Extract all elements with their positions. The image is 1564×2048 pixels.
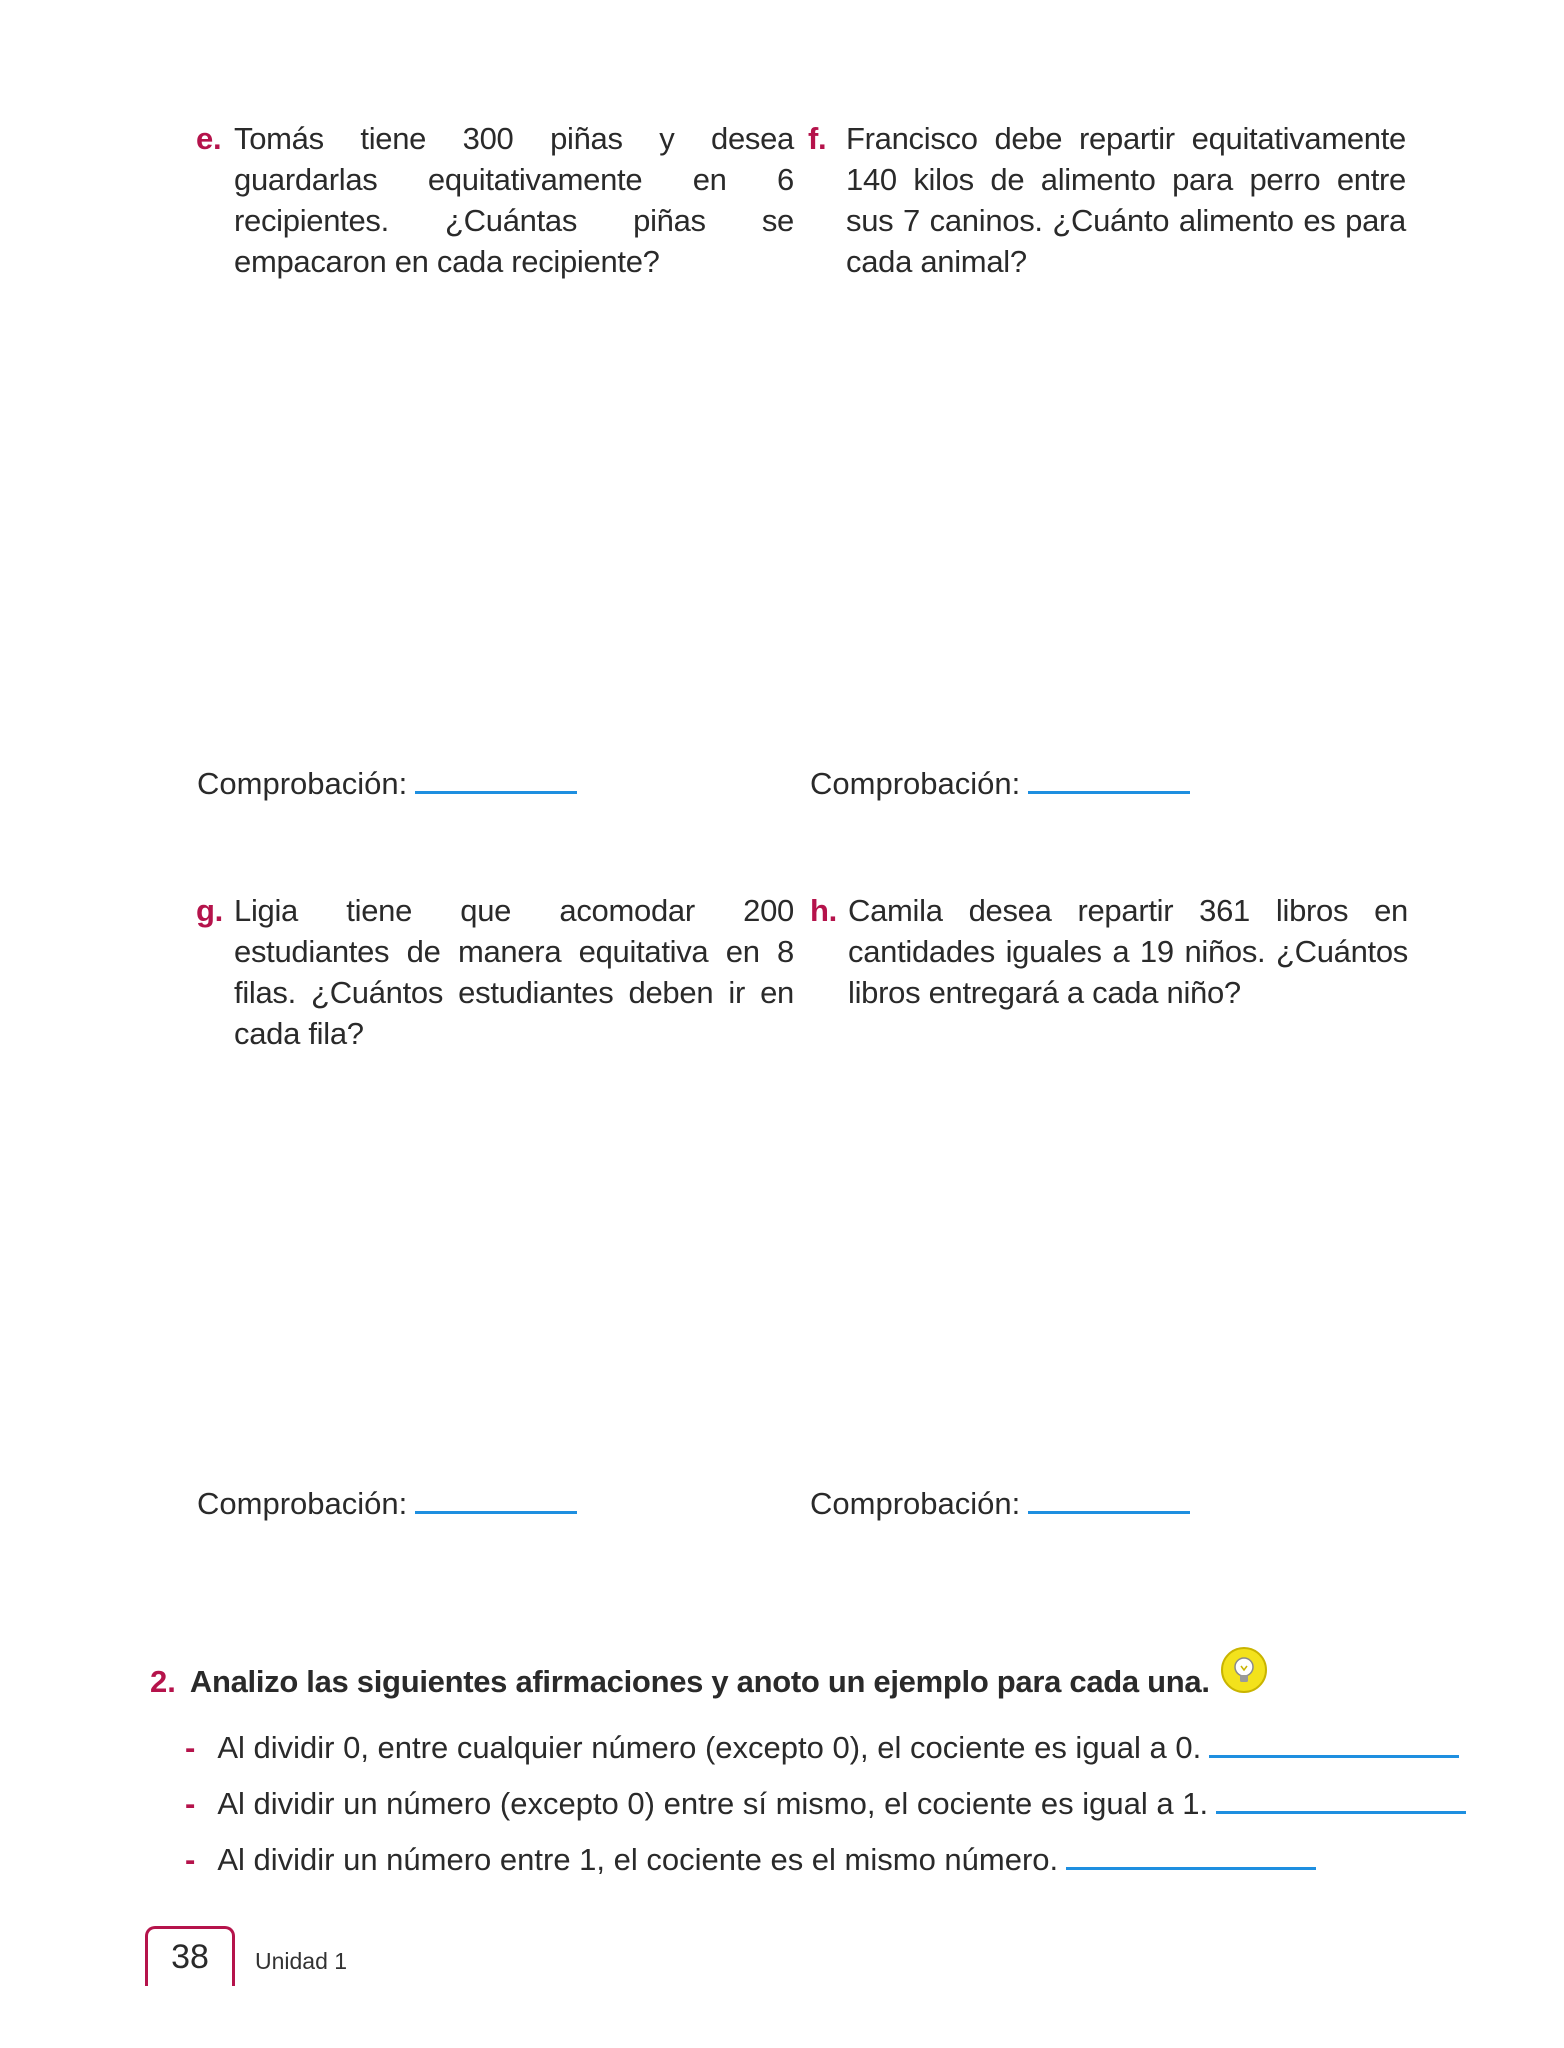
problem-text: Ligia tiene que acomodar 200 estudiantes de manera equitativa en 8 filas. ¿Cuántos estudiantes deben ir en cada fila? [234,893,794,1051]
check-e [197,766,577,802]
problem-letter: h. [810,893,837,928]
answer-line[interactable] [1066,1867,1316,1870]
answer-line[interactable] [1028,1511,1190,1514]
statement-text: Al dividir un número entre 1, el cociente es el mismo número. [217,1842,1059,1877]
check-g [197,1486,577,1522]
lightbulb-icon [1220,1646,1268,1694]
section-title: Analizo las siguientes afirmaciones y anoto un ejemplo para cada una. [189,1664,1210,1699]
answer-line[interactable] [1216,1811,1466,1814]
problem-letter: g. [196,893,223,928]
bullet-dash: - [185,1786,196,1821]
problem-g [196,890,794,1054]
page-number-box [145,1926,235,1986]
section-number: 2. [150,1664,176,1699]
page-number: 38 [171,1938,209,1976]
statement-text: Al dividir un número (excepto 0) entre sí mismo, el cociente es igual a 1. [217,1786,1209,1821]
answer-line[interactable] [1028,791,1190,794]
check-label: Comprobación: [197,766,408,801]
check-label: Comprobación: [197,1486,408,1521]
answer-line[interactable] [415,791,577,794]
unit-label: Unidad 1 [255,1948,348,1974]
problem-letter: e. [196,121,222,156]
problem-text: Francisco debe repartir equitativamente 140 kilos de alimento para perro entre sus 7 caninos. ¿Cuánto alimento es para cada animal? [846,121,1406,279]
bullet-dash: - [185,1842,196,1877]
check-f [810,766,1190,802]
problem-letter: f. [808,121,827,156]
statement-3 [185,1842,1316,1878]
check-label: Comprobación: [810,766,1021,801]
statement-2 [185,1786,1466,1822]
bullet-dash: - [185,1730,196,1765]
problem-text: Camila desea repartir 361 libros en cantidades iguales a 19 niños. ¿Cuántos libros entregará a cada niño? [848,893,1408,1010]
statement-1 [185,1730,1459,1766]
check-label: Comprobación: [810,1486,1021,1521]
answer-line[interactable] [415,1511,577,1514]
problem-h [810,890,1408,1013]
problem-text: Tomás tiene 300 piñas y desea guardarlas equitativamente en 6 recipientes. ¿Cuántas piñas se empacaron en cada recipiente? [234,121,794,279]
problem-f [808,118,1406,282]
problem-e [196,118,794,282]
statement-text: Al dividir 0, entre cualquier número (excepto 0), el cociente es igual a 0. [217,1730,1202,1765]
section-2-heading [150,1658,1268,1706]
check-h [810,1486,1190,1522]
answer-line[interactable] [1209,1755,1459,1758]
